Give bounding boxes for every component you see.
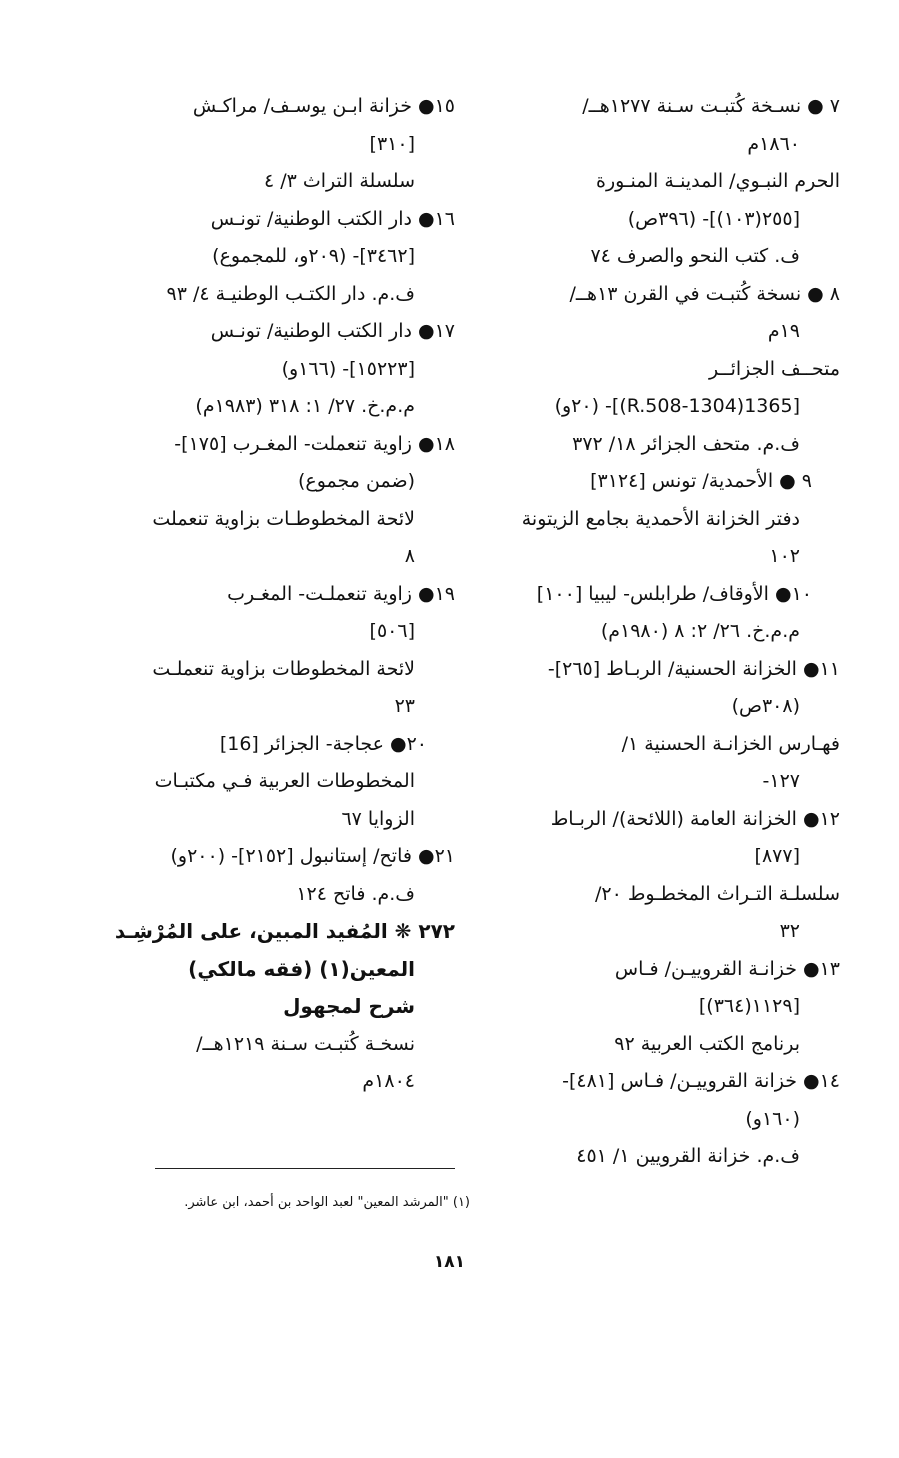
entry-18-line-2: (ضمن مجموع) — [297, 470, 415, 492]
entry-21-reference: ف.م. فاتح ١٢٤ — [296, 882, 415, 905]
entry-19-reference: لائحة المخطوطات بزاوية تنعملـت — [152, 657, 415, 680]
entry-16-reference: ف.م. دار الكتـب الوطنيـة ٤/ ٩٣ — [166, 282, 415, 305]
page-number: ١٨١ — [433, 1252, 466, 1272]
entry-7-line-1: ٧ ● نسـخة كُتبـت سـنة ١٢٧٧هــ/ — [582, 95, 840, 117]
entry-9-reference: دفتر الخزانة الأحمدية بجامع الزيتونة — [521, 507, 800, 530]
entry-16-shelfmark: [٣٤٦٢]- (٢٠٩و، للمجموع) — [212, 245, 415, 267]
entry-8-shelfmark: [1365(1304-R.508)]- (٢٠و) — [554, 395, 800, 417]
footnote-divider — [155, 1168, 455, 1169]
work-272-title-cont: المعين(١) (فقه مالكي) — [188, 956, 415, 981]
entry-20-reference: المخطوطات العربية فـي مكتبـات — [154, 770, 415, 792]
entry-17-line-1: ١٧● دار الكتب الوطنية/ تونـس — [210, 320, 455, 342]
entry-9-reference-page: ١٠٢ — [769, 545, 800, 567]
entry-11-line-1: ١١● الخزانة الحسنية/ الربـاط [٢٦٥]- — [547, 657, 840, 680]
entry-18-reference: لائحة المخطوطـات بزاوية تنعملت — [152, 507, 415, 530]
entry-15-shelfmark: [٣١٠] — [369, 132, 415, 155]
entry-11-line-2: (٣٠٨ص) — [731, 695, 800, 717]
entry-13-shelfmark: [١١٢٩(٣٦٤)] — [698, 995, 800, 1017]
entry-7-location: الحرم النبـوي/ المدينـة المنـورة — [596, 170, 840, 192]
entry-14-line-2: (١٦٠و) — [745, 1107, 800, 1130]
entry-9-line-1: ٩ ● الأحمدية/ تونس [٣١٢٤] — [590, 470, 812, 492]
entry-21-line-1: ٢١● فاتح/ إستانبول [٢١٥٢]- (٢٠٠و) — [170, 845, 455, 867]
entry-10-reference: م.م.خ. ٢٦/ ٢: ٨ (١٩٨٠م) — [600, 620, 800, 642]
entry-11-reference-page: ١٢٧- — [762, 770, 800, 792]
work-272-copy-line-2: ١٨٠٤م — [362, 1070, 415, 1092]
footnote: (١) "المرشد المعين" لعبد الواحد بن أحمد، ابن عاشر. — [184, 1195, 470, 1210]
entry-17-reference: م.م.خ. ٢٧/ ١: ٣١٨ (١٩٨٣م) — [195, 395, 415, 417]
entry-7-reference: ف. كتب النحو والصرف ٧٤ — [590, 245, 800, 267]
entry-17-shelfmark: [١٥٢٢٣]- (١٦٦و) — [281, 357, 415, 380]
entry-15-line-1: ١٥● خزانة ابـن يوسـف/ مراكـش — [192, 95, 455, 117]
entry-13-line-1: ١٣● خزانـة القروييـن/ فـاس — [614, 957, 840, 980]
entry-12-reference-page: ٣٢ — [779, 920, 800, 942]
entry-12-line-1: ١٢● الخزانة العامة (اللائحة)/ الربـاط — [550, 807, 840, 830]
entry-20-reference-page: الزوايا ٦٧ — [341, 807, 415, 830]
work-272-commentary: شرح لمجهول — [283, 994, 415, 1018]
entry-18-reference-page: ٨ — [404, 545, 415, 567]
entry-14-reference: ف.م. خزانة القرويين ١/ ٤٥١ — [576, 1145, 800, 1167]
entry-19-line-1: ١٩● زاوية تنعملـت- المغـرب — [227, 582, 455, 605]
entry-8-line-1: ٨ ● نسخة كُتبـت في القرن ١٣هــ/ — [569, 282, 840, 305]
entry-8-line-2: ١٩م — [767, 320, 800, 342]
entry-7-shelfmark: [٢٥٥(١٠٣)]- (٣٩٦ص) — [627, 207, 800, 230]
entry-20-line-1: ٢٠● عجاجة- الجزائر [16] — [219, 732, 427, 755]
entry-11-reference: فهـارس الخزانـة الحسنية ١/ — [621, 732, 840, 755]
entry-8-reference: ف.م. متحف الجزائر ١٨/ ٣٧٢ — [572, 432, 800, 455]
entry-8-location: متحــف الجزائــر — [708, 357, 840, 380]
entry-12-shelfmark: [٨٧٧] — [754, 845, 800, 867]
entry-19-reference-page: ٢٣ — [394, 695, 415, 717]
work-272-copy-line-1: نسخـة كُتبـت سـنة ١٢١٩هــ/ — [196, 1032, 415, 1055]
entry-7-line-2: ١٨٦٠م — [747, 132, 800, 155]
entry-12-reference: سلسلـة التـراث المخطـوط ٢٠/ — [594, 882, 840, 905]
entry-10-line-1: ١٠● الأوقاف/ طرابلس- ليبيا [١٠٠] — [536, 582, 812, 605]
entry-14-line-1: ١٤● خزانة القروييـن/ فـاس [٤٨١]- — [562, 1070, 840, 1092]
entry-16-line-1: ١٦● دار الكتب الوطنية/ تونـس — [210, 207, 455, 230]
entry-15-reference: سلسلة التراث ٣/ ٤ — [263, 170, 415, 192]
work-272-title: ٢٧٢ ❋ المُفيد المبين، على المُرْشِـد — [114, 919, 455, 943]
left-column — [115, 88, 455, 1101]
entry-19-shelfmark: [٥٠٦] — [369, 620, 415, 642]
entry-18-line-1: ١٨● زاوية تنعملت- المغـرب [١٧٥]- — [174, 432, 455, 455]
right-column — [490, 88, 840, 1176]
entry-13-reference: برنامج الكتب العربية ٩٢ — [614, 1032, 800, 1055]
